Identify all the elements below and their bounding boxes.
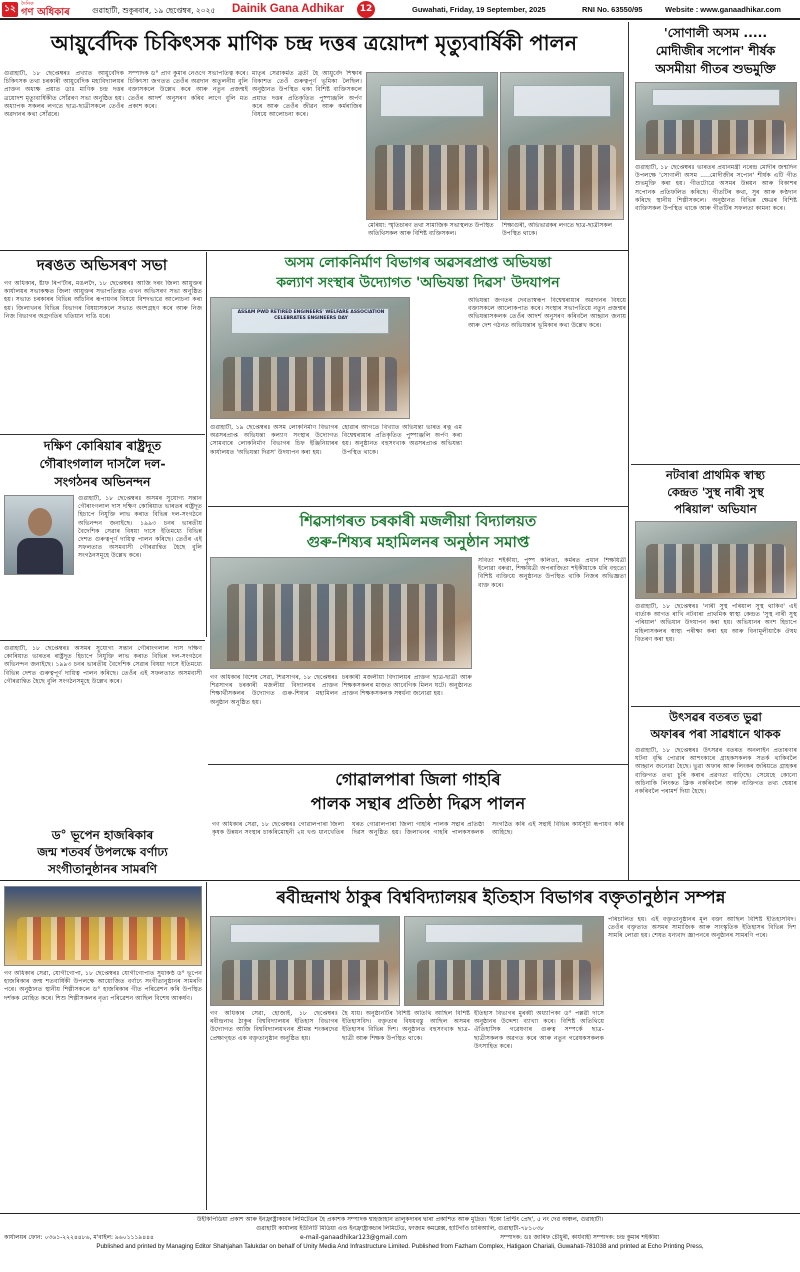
- portrait-body: [17, 538, 63, 575]
- masthead-rni: RNI No. 63550/95: [582, 5, 643, 14]
- photo-caption: মেৰিয়া: স্মৃতিচাৰণ তথা সামাজিক সভাস্থলত উপস্থিত অতিথিসকল আৰু বিশিষ্ট ব্যক্তিসকল।: [368, 222, 494, 237]
- article-headline-2: মোদীজীৰ সপোন' শীৰ্ষক: [655, 43, 776, 58]
- article-headline-1: গোৱালপাৰা জিলা গাহৰি: [335, 770, 501, 789]
- portrait-head: [28, 508, 52, 536]
- article-headline: ৰবীন্দ্ৰনাথ ঠাকুৰ বিশ্ববিদ্যালয়ৰ ইতিহাস বিভাগৰ বক্তৃতানুষ্ঠান সম্পন্ন: [276, 888, 726, 908]
- article-headline-3: পৰিয়াল' অভিযান: [674, 502, 757, 516]
- article-headline-2: গুৰু-শিষ্যৰ মহামিলনৰ অনুষ্ঠান সমাপ্ত: [306, 533, 530, 551]
- article-headline-2: অফাৰৰ পৰা সাৱধানে থাকক: [650, 727, 781, 741]
- article-headline-1: নটবাৰা প্ৰাথমিক স্বাস্থ্য: [665, 468, 766, 482]
- column-divider: [206, 882, 207, 1210]
- article-headline-1: শিৱসাগৰত চৰকাৰী মজলীয়া বিদ্যালয়ত: [299, 512, 537, 530]
- article-body-col2: হৈ যায়। অনুষ্ঠানটিৰ বিশিষ্ট অতিথি আছিল বিশিষ্ট ইতিহাসবিদ। বক্তৃতাৰ বিষয়বস্তু আছিল অসমৰ ইতিহাসৰ বিভিন্ন দিশ। অনুষ্ঠানত বহুসংখ্যক ছাত্ৰ-ছাত্ৰী আৰু শিক্ষক উপস্থিত থাকে।: [342, 1010, 470, 1042]
- article-headline-1: 'সোণালী অসম .....: [663, 25, 768, 40]
- article-darang: [0, 252, 205, 432]
- article-headline-2: জন্ম শতবৰ্ষ উপলক্ষে বৰ্ণাঢ্য: [37, 845, 168, 859]
- article-korea: [0, 434, 205, 639]
- article-body-col1: গণ অধিকাৰ সেৱা, হোজাই, ১৮ ছেপ্তেম্বৰঃ ৰবীন্দ্ৰনাথ ঠাকুৰ বিশ্ববিদ্যালয়ৰ ইতিহাস বিভাগৰ উদ্যোগত আজি বিশ্ববিদ্যালয়খনৰ শ্ৰীমন্ত শংকৰদেৱ প্ৰেক্ষাগৃহত এক বক্তৃতানুষ্ঠান অনুষ্ঠিত হয়।: [210, 1010, 338, 1042]
- article-body-col4: পৰিচালিত হয়। এই বক্তৃতানুষ্ঠানৰ মূল বক্তা আছিল বিশিষ্ট ইতিহাসবিদ। তেওঁৰ বক্তৃতাত অসমৰ সামাজিক আৰু সাংস্কৃতিক ইতিহাসৰ বিভিন্ন দিশ সামৰি লোৱা হয়। শেষত ধন্যবাদ জ্ঞাপনৰে অনুষ্ঠানৰ সামৰণি পৰে।: [608, 916, 796, 940]
- column-divider: [206, 252, 207, 637]
- article-headline: আয়ুৰ্বেদিক চিকিৎসক মাণিক চন্দ্ৰ দত্তৰ ত্ৰয়োদশ মৃত্যুবাৰ্ষিকী পালন: [50, 31, 578, 55]
- photo-caption-2: শিক্ষাগুৰী, অভিভাৱকৰ লগতে ছাত্ৰ-ছাত্ৰীসকল উপস্থিত থাকে।: [502, 222, 612, 237]
- article-headline-2: গৌৰাংগলাল দাসলৈ দল-: [39, 456, 166, 471]
- article-goalpara: [208, 764, 628, 880]
- article-festival: [631, 706, 800, 880]
- footer-email-link[interactable]: e-mail-ganaadhikar123@gmail.com: [300, 1234, 408, 1241]
- footer-rule: [0, 1213, 800, 1214]
- masthead-website-link[interactable]: Website : www.ganaadhikar.com: [665, 5, 781, 14]
- article-headline-1: দক্ষিণ কোৰিয়াৰ ৰাষ্ট্ৰদূত: [43, 438, 162, 453]
- article-body-col3: মাতৃৰ সেৱাকৰ্মত ব্ৰতী হৈ আয়ুৰ্বেদ শিক্ষাৰ বিকাশত তেওঁ গুৰুত্বপূৰ্ণ ভূমিকা লৈছিল। অনুষ্ঠানত উপস্থিত থকা বিশিষ্ট ব্যক্তিসকলে প্ৰয়াত দত্তৰ প্ৰতিকৃতিত পুষ্পাঞ্জলি অৰ্পণ কৰে আৰু তেওঁৰ জীৱন আৰু কৰ্মৰাজিৰ বিষয়ে আলোচনা কৰে।: [252, 70, 362, 119]
- divider: [0, 880, 800, 881]
- article-body: গণ অধিকাৰ, ষ্টাফ ৰিপ'ৰ্টাৰ, মঙলদৈ, ১৮ ছেপ্তেম্বৰঃ আজি দৰং জিলা আয়ুক্তৰ কাৰ্যালয়ৰ সভাকক্ষত জিলা আয়ুক্তৰ সভাপতিত্বত এখন অভিসৰণ সভা অনুষ্ঠিত হয়। সভাত চৰকাৰৰ বিভিন্ন আঁচনিৰ ৰূপায়ণৰ বিষয়ে বিশদভাৱে আলোচনা কৰা হয়। জিলাখনৰ বিভিন্ন বিভাগৰ বিষয়াসকলে সভাত অংশগ্ৰহণ কৰে আৰু নিজ নিজ বিভাগৰ অগ্ৰগতিৰ খতিয়ান দাঙি ধৰে।: [4, 280, 202, 320]
- article-body-col3: অভিযন্তা জগতৰ দেবতাস্বৰূপ বিশ্বেশ্বৰায়াৰ অৱদানৰ বিষয়ে বক্তাসকলে আলোকপাত কৰে। সংস্থাৰ সভাপতিয়ে নতুন প্ৰজন্মৰ অভিযন্তাসকলক তেওঁৰ আদৰ্শ অনুসৰণ কৰিবলৈ আহ্বান জনায় আৰু দেশ গঠনত অভিযন্তাৰ ভূমিকাৰ কথা উল্লেখ কৰে।: [468, 297, 626, 329]
- footer: [0, 1215, 800, 1272]
- sonali-photo: [635, 82, 797, 160]
- footer-phone: কাৰ্যালয়ৰ ফোন: ০৩৬১-২২২৪৪৮৬, ম'বাইল: ৯৬০১১১৯৪৪৪: [4, 1234, 154, 1241]
- article-headline-1: ড° ভূপেন হাজৰিকাৰ: [51, 828, 154, 842]
- bhupen-concert-photo: [4, 886, 202, 966]
- natabari-photo: [635, 521, 797, 599]
- article-body-col1: গণ অধিকাৰ বিশেষ সেৱা, শিৱসাগৰ, ১৮ ছেপ্তেম্বৰঃ শিৱসাগৰ চৰকাৰী মজলীয়া বিদ্যালয়ৰ প্ৰাক্তন শিক্ষাৰ্থীসকলৰ উদ্যোগত গুৰু-শিষ্যৰ মহামিলন অনুষ্ঠান অনুষ্ঠিত হয়।: [210, 674, 338, 706]
- article-body: গুৱাহাটী, ১৮ ছেপ্তেম্বৰঃ অসমৰ সুযোগ্য সন্তান গৌৰাংগলাল দাস দক্ষিণ কোৰিয়াত ভাৰতৰ ৰাষ্ট্ৰদূত হিচাপে নিযুক্তি লাভ কৰাত বিভিন্ন দল-সংগঠনে অভিনন্দন জনাইছে। ১৯৯৩ চনৰ ভাৰতীয় বৈদেশিক সেৱাৰ বিষয়া দাসে ইতিমধ্যে বিভিন্ন দেশত গুৰুত্বপূৰ্ণ দায়িত্ব পালন কৰিছে। তেওঁৰ এই সফলতাত অসমবাসী গৌৰৱান্বিত হৈছে বুলি সংগঠনসমূহে উল্লেখ কৰে।: [4, 645, 202, 685]
- sivasagar-group-photo: [210, 557, 472, 669]
- article-headline-2: পালক সন্থাৰ প্ৰতিষ্ঠা দিৱস পালন: [310, 794, 526, 813]
- divider: [0, 250, 628, 251]
- article-body-col2: সম্পাদক ড° প্ৰাণ কুমাৰ নেওগে সভাপতিত্ব কৰে। চিকিৎসা জগতত তেওঁৰ অৱদান অতুলনীয় বুলি বক্তাসকলে উল্লেখ কৰে আৰু নতুন প্ৰজন্মই তেওঁৰ আদৰ্শ অনুসৰণ কৰিব লাগে বুলি মত প্ৰকাশ কৰে।: [128, 70, 248, 110]
- page-number-circle: 12: [357, 1, 375, 18]
- article-sonali: [631, 22, 800, 462]
- article-body-col2: হোৱাৰ আগতে বিখ্যাত অভিযন্তা ভাৰত ৰত্ন এম বিশ্বেশ্বৰায়াৰ প্ৰতিকৃতিত পুষ্পাঞ্জলি অৰ্পণ কৰা হয়। অনুষ্ঠানত বহুসংখ্যক অৱসৰপ্ৰাপ্ত অভিযন্তা উপস্থিত থাকে।: [342, 424, 462, 456]
- article-headline-1: অসম লোকনিৰ্মাণ বিভাগৰ অৱসৰপ্ৰাপ্ত অভিযন্তা: [284, 255, 552, 271]
- ambassador-photo: [4, 495, 74, 575]
- article-headline-3: সংগঠনৰ অভিনন্দন: [54, 474, 151, 489]
- footer-editor: সম্পাদক: ডঃ জাৰিফ চৌধুৰী, কাৰ্যবাহী সম্পাদক: চন্দ্ৰ কুমাৰ শইকীয়া: [500, 1234, 660, 1241]
- article-headline: দৰঙত অভিসৰণ সভা: [36, 256, 168, 274]
- lecture-photo-2: [404, 916, 604, 1006]
- article-headline-1: উৎসৱৰ বতৰত ভুৱা: [669, 710, 762, 724]
- article-body-col3: সবিতা শইকীয়া, পুষ্প কলিতা, কৰ্মৰত প্ৰধান শিক্ষয়িত্ৰী ইলোৱা বৰুৱা, শিক্ষয়িত্ৰী অপৰাজিতা শইকীয়াকে ধৰি বহুতো বিশিষ্ট ব্যক্তিয়ে অনুষ্ঠানত উপস্থিত থাকি নিজৰ অভিজ্ঞতা ব্যক্ত কৰে।: [478, 557, 626, 589]
- article-headline-2: কেন্দ্ৰত 'সুস্থ নাৰী সুস্থ: [667, 485, 764, 499]
- logo: গণ অধিকাৰ: [21, 7, 70, 18]
- article-headline-2: কল্যাণ সংস্থাৰ উদ্যোগত 'অভিযন্তা দিৱস' উদযাপন: [276, 275, 560, 291]
- article-headline-3: সংগীতানুষ্ঠানৰ সামৰণি: [48, 862, 157, 876]
- footer-english: Published and printed by Managing Editor Shahjahan Talukdar on behalf of Unity Media And Infrastructure Limited. Published from Fazham Complex, Hatigaon Chariali, Guwahati-781038 and printed at Echo Printing Press,: [96, 1243, 704, 1250]
- article-body-col1: গুৱাহাটী, ১৮ ছেপ্তেম্বৰঃ প্ৰখ্যাত আয়ুৰ্বেদিক চিকিৎসক তথা চৰকাৰী আয়ুৰ্বেদিক মহাবিদ্যালয়ৰ প্ৰাক্তন অধ্যক্ষ প্ৰয়াত ডাঃ মাণিক চন্দ্ৰ দত্তৰ ত্ৰয়োদশ মৃত্যুবাৰ্ষিকীত সোঁৱৰণ সভা অনুষ্ঠিত হয়। অধ্যাপক সকলৰ লগতে ছাত্ৰ-ছাত্ৰীসকলে তেওঁৰ অৱদানৰ কথা সোঁৱৰে।: [4, 70, 124, 119]
- lecture-photo-1: [210, 916, 400, 1006]
- article-body: গুৱাহাটী, ১৮ ছেপ্তেম্বৰঃ উৎসৱৰ বতৰত অনলাইন প্ৰতাৰণাৰ ঘটনা বৃদ্ধি পোৱাৰ আশংকাৰে গ্ৰাহকসকলক সতৰ্ক থাকিবলৈ আহ্বান জনোৱা হৈছে। ভুৱা অফাৰ আৰু লিংকৰ জৰিয়তে গ্ৰাহকৰ ব্যক্তিগত তথ্য চুৰি কৰাৰ প্ৰৱণতা বাঢ়িছে। সেয়েহে কোনো অচিনাকি লিংকত ক্লিক নকৰিবলৈ আৰু ব্যক্তিগত তথ্য শ্বেয়াৰ নকৰিবলৈ পৰামৰ্শ দিয়া হৈছে।: [635, 747, 797, 796]
- article-body-col3: ইতিহাস বিভাগৰ মুৰব্বী অধ্যাপিকা ড° পল্লৱী দাসে অনুষ্ঠানৰ উদ্দেশ্য ব্যাখ্যা কৰে। বিশিষ্ট অতিথিয়ে ঐতিহাসিক গৱেষণাৰ গুৰুত্ব সম্পৰ্কে ছাত্ৰ-ছাত্ৰীসকলক অৱগত কৰে আৰু নতুন গৱেষকসকলক উৎসাহিত কৰে।: [474, 1010, 604, 1050]
- ayurvedic-photo-right: [500, 72, 624, 220]
- masthead-title: Dainik Gana Adhikar: [232, 3, 345, 15]
- article-body-col1: গুৱাহাটী, ১৯ ছেপ্তেম্বৰঃ অসম লোকনিৰ্মাণ বিভাগৰ অৱসৰপ্ৰাপ্ত অভিযন্তা কল্যাণ সংস্থাৰ উদ্যোগত সোমবাৰে লোকনিৰ্মাণ বিভাগৰ চিফ ইঞ্জিনিয়াৰৰ কাৰ্যালয়ত 'অভিযন্তা দিৱস' উদযাপন কৰা হয়।: [210, 424, 338, 456]
- article-headline-3: অসমীয়া গীতৰ শুভমুক্তি: [655, 61, 776, 76]
- footer-line-2: গুৱাহাটী কাৰ্যালয় ইউনিটি মিডিয়া এণ্ড ইনফ্ৰাষ্ট্ৰাকচাৰ লিমিটেড, ফাজাম কমপ্লেক্স, হাটিগাঁও চাৰিআলি, গুৱাহাটী-৭৮১০৩৮: [255, 1225, 544, 1232]
- footer-line-1: উইকিপিডিয়া প্ৰকাশ আৰু ইনফ্ৰাষ্ট্ৰাকচাৰ লিমিটেডৰ হৈ প্ৰকাশক সম্পাদক শ্বাহজাহান তালুকদাৰৰ দ্বাৰা প্ৰকাশিত আৰু মুদ্ৰিত। 'ইকো প্ৰিণ্টিং প্ৰেছ', ৫ নং দেৱ অঞ্চল, গুৱাহাটী।: [196, 1216, 604, 1223]
- article-bhupen: [0, 640, 205, 880]
- masthead-date-assamese: গুৱাহাটী, শুকুৰবাৰ, ১৯ ছেপ্তেম্বৰ, ২০২৫: [92, 6, 216, 15]
- article-body: গুৱাহাটী, ১৮ ছেপ্তেম্বৰঃ অসমৰ সুযোগ্য সন্তান গৌৰাংগলাল দাস দক্ষিণ কোৰিয়াত ভাৰতৰ ৰাষ্ট্ৰদূত হিচাপে নিযুক্তি লাভ কৰাত বিভিন্ন দল-সংগঠনে অভিনন্দন জনাইছে। ১৯৯৩ চনৰ ভাৰতীয় বৈদেশিক সেৱাৰ বিষয়া দাসে ইতিমধ্যে বিভিন্ন দেশত গুৰুত্বপূৰ্ণ দায়িত্ব পালন কৰিছে। তেওঁৰ এই সফলতাত অসমবাসী গৌৰৱান্বিত হৈছে বুলি সংগঠনসমূহে উল্লেখ কৰে।: [78, 495, 202, 560]
- article-body: গণ অধিকাৰ সেৱা, ১৮ ছেপ্তেম্বৰঃ গোৱালপাৰা জিলা কৃষক উন্নয়ন সংস্থাৰ চাকৰিমোহনী ২য় খণ্ড ধানখেতিৰ ঘৰত গোৱালপাৰা জিলা গাহৰি পালক সন্থাৰ প্ৰতিষ্ঠা দিৱস অনুষ্ঠিত হয়। জিলাখনৰ গাহৰি পালকসকলক সংগঠিত কৰি এই সন্থাই বিভিন্ন কাৰ্যসূচী ৰূপায়ণ কৰি আহিছে।: [212, 821, 624, 837]
- article-pwd: [208, 252, 628, 504]
- ayurvedic-photo-left: [366, 72, 498, 220]
- pwd-event-photo: [210, 297, 410, 419]
- article-body: গুৱাহাটী, ১৮ ছেপ্তেম্বৰঃ ভাৰতৰ প্ৰধানমন্ত্ৰী নৰেন্দ্ৰ মোদীৰ জন্মদিন উপলক্ষে 'সোণালী অসম .....মোদীজীৰ সপোন' শীৰ্ষক এটি গীত শুভমুক্তি কৰা হয়। গীতটোৱে অসমৰ উন্নয়ন আৰু বিকাশৰ সপোনক প্ৰতিফলিত কৰিছে। গীতটিৰ কথা, সুৰ আৰু কণ্ঠদান কৰিছে স্থানীয় শিল্পীসকলে। অনুষ্ঠানত বিভিন্ন ক্ষেত্ৰৰ বিশিষ্ট ব্যক্তিসকল উপস্থিত থাকে আৰু গীতটিৰ সফলতা কামনা কৰে।: [635, 164, 797, 213]
- logo-small: দৈনিক: [21, 1, 34, 7]
- masthead: [0, 0, 800, 20]
- column-divider: [628, 22, 629, 880]
- banner-text: ASSAM PWD RETIRED ENGINEERS' WELFARE ASSOCIATION CELEBRATES ENGINEERS DAY: [237, 310, 385, 321]
- article-body: গুৱাহাটী, ১৮ ছেপ্তেম্বৰঃ 'নাৰী সুস্থ পৰিয়াল সুস্থ থাকিব' এই বাৰ্তাক আগত ৰাখি নটবাৰা প্ৰাথমিক স্বাস্থ্য কেন্দ্ৰত 'সুস্থ নাৰী সুস্থ পৰিয়াল' অভিযান উদযাপন কৰা হয়। অভিযানৰ অংশ হিচাপে মহিলাসকলৰ স্বাস্থ্য পৰীক্ষা কৰা হয় আৰু বিনামূলীয়াকৈ ঔষধ বিতৰণ কৰা হয়।: [635, 603, 797, 643]
- masthead-date-english: Guwahati, Friday, 19 September, 2025: [412, 5, 546, 14]
- page-badge-left: ১২: [2, 2, 18, 17]
- article-ayurvedic: [0, 22, 627, 250]
- article-body-col2: চৰকাৰী মজলীয়া বিদ্যালয়ৰ প্ৰাক্তন ছাত্ৰ-ছাত্ৰী আৰু শিক্ষকসকলৰ মাজত আবেগিক মিলন ঘটে। অনুষ্ঠানত প্ৰাক্তন শিক্ষকসকলক সম্বৰ্ধনা জনোৱা হয়।: [342, 674, 472, 698]
- article-body-bhupen: গণ অধিকাৰ সেৱা, যোগীগোপা, ১৮ ছেপ্তেম্বৰঃ যোগীগোপাত সুধাকণ্ঠ ড° ভূপেন হাজৰিকাৰ জন্ম শতবাৰ্ষিকী উপলক্ষে আয়োজিত বৰ্ণাঢ্য সংগীতানুষ্ঠানৰ সামৰণি পৰে। অনুষ্ঠানত স্থানীয় শিল্পীসকলে ড° হাজৰিকাৰ গীত পৰিৱেশন কৰি উপস্থিত দৰ্শকক মোহিত কৰে। শিশু শিল্পীসকলৰ নৃত্য পৰিৱেশন আছিল বিশেষ আকৰ্ষণ।: [4, 970, 202, 1002]
- article-sivasagar: [208, 506, 628, 762]
- article-natabari: [631, 464, 800, 704]
